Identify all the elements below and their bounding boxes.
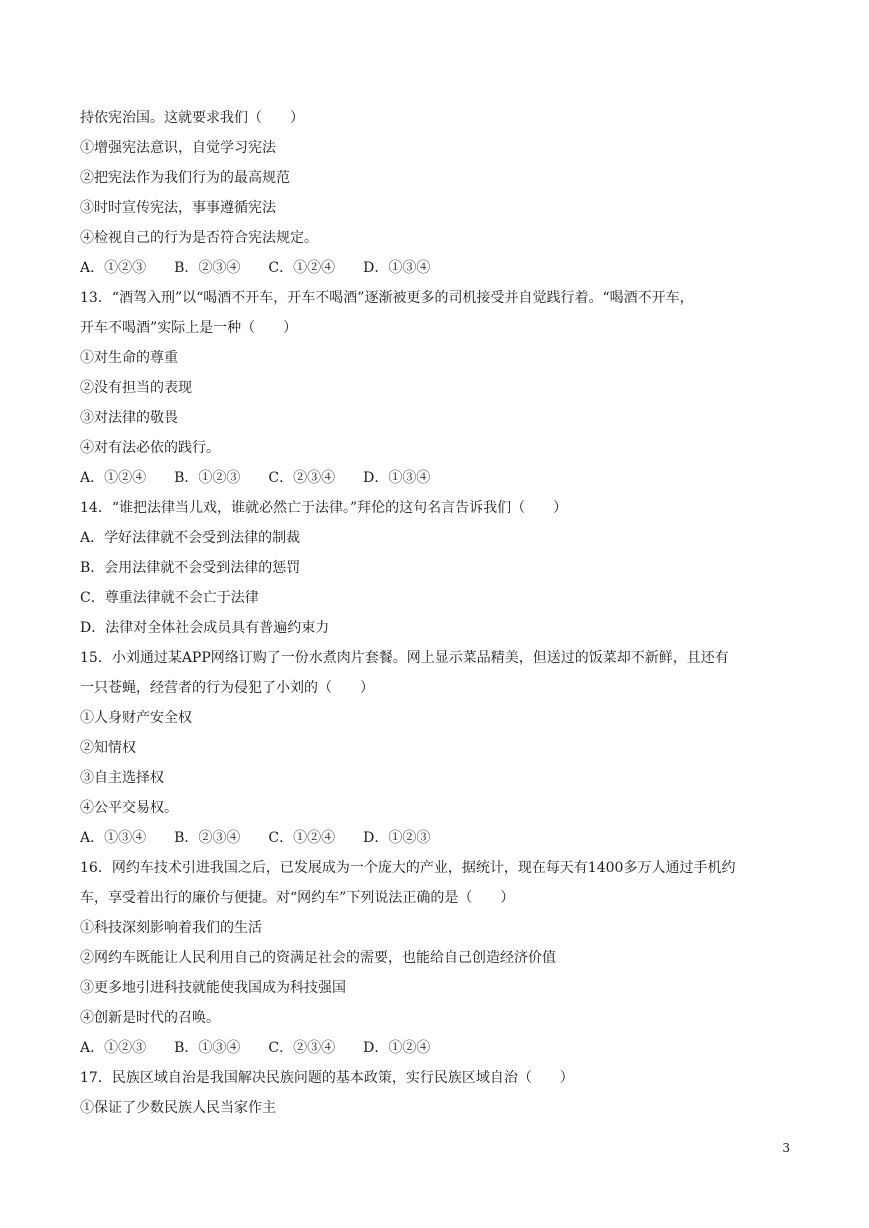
- text-line: ④公平交易权。: [80, 800, 178, 816]
- text-line: ①保证了少数民族人民当家作主: [80, 1100, 276, 1116]
- text-line: ①人身财产安全权: [80, 710, 192, 726]
- text-line: ②知情权: [80, 740, 136, 756]
- page-number: 3: [782, 1141, 790, 1155]
- text-line: 车，享受着出行的廉价与便捷。对“网约车”下列说法正确的是（ ）: [80, 890, 515, 906]
- text-line: D．法律对全体社会成员具有普遍约束力: [80, 620, 330, 636]
- text-line: ④对有法必依的践行。: [80, 440, 220, 456]
- text-line: ②网约车既能让人民利用自己的资满足社会的需要，也能给自己创造经济价值: [80, 950, 556, 966]
- text-line: ①科技深刻影响着我们的生活: [80, 920, 262, 936]
- text-line: ④检视自己的行为是否符合宪法规定。: [80, 230, 318, 246]
- text-line: B．会用法律就不会受到法律的惩罚: [80, 560, 301, 576]
- text-line: A．①②④ B．①②③ C．②③④ D．①③④: [80, 470, 431, 486]
- text-line: ④创新是时代的召唤。: [80, 1010, 220, 1026]
- text-line: 15．小刘通过某APP网络订购了一份水煮肉片套餐。网上显示菜品精美，但送过的饭菜却不新鲜，且还有: [80, 650, 729, 666]
- text-line: 开车不喝酒”实际上是一种（ ）: [80, 320, 298, 336]
- text-line: 14．“谁把法律当儿戏，谁就必然亡于法律。”拜伦的这句名言告诉我们（ ）: [80, 500, 568, 516]
- text-line: 13．“酒驾入刑”以“喝酒不开车，开车不喝酒”逐渐被更多的司机接受并自觉践行着。“喝酒不开车，: [80, 290, 694, 306]
- page-content: [80, 103, 800, 1123]
- text-line: 一只苍蝇，经营者的行为侵犯了小刘的（ ）: [80, 680, 374, 696]
- text-line: ③对法律的敬畏: [80, 410, 178, 426]
- text-line: ①增强宪法意识，自觉学习宪法: [80, 140, 276, 156]
- text-line: ③更多地引进科技就能使我国成为科技强国: [80, 980, 346, 996]
- text-line: A．学好法律就不会受到法律的制裁: [80, 530, 301, 546]
- text-line: ③时时宣传宪法，事事遵循宪法: [80, 200, 276, 216]
- text-line: 17．民族区域自治是我国解决民族问题的基本政策，实行民族区域自治（ ）: [80, 1070, 574, 1086]
- text-line: ①对生命的尊重: [80, 350, 178, 366]
- text-line: ②把宪法作为我们行为的最高规范: [80, 170, 290, 186]
- text-line: A．①②③ B．①③④ C．②③④ D．①②④: [80, 1040, 431, 1056]
- text-line: 16．网约车技术引进我国之后，已发展成为一个庞大的产业，据统计，现在每天有1400多万人通过手机约: [80, 860, 736, 876]
- text-line: A．①③④ B．②③④ C．①②④ D．①②③: [80, 830, 431, 846]
- text-line: 持依宪治国。这就要求我们（ ）: [80, 110, 304, 126]
- text-line: ②没有担当的表现: [80, 380, 192, 396]
- text-line: ③自主选择权: [80, 770, 164, 786]
- text-line: C．尊重法律就不会亡于法律: [80, 590, 259, 606]
- text-line: A．①②③ B．②③④ C．①②④ D．①③④: [80, 260, 431, 276]
